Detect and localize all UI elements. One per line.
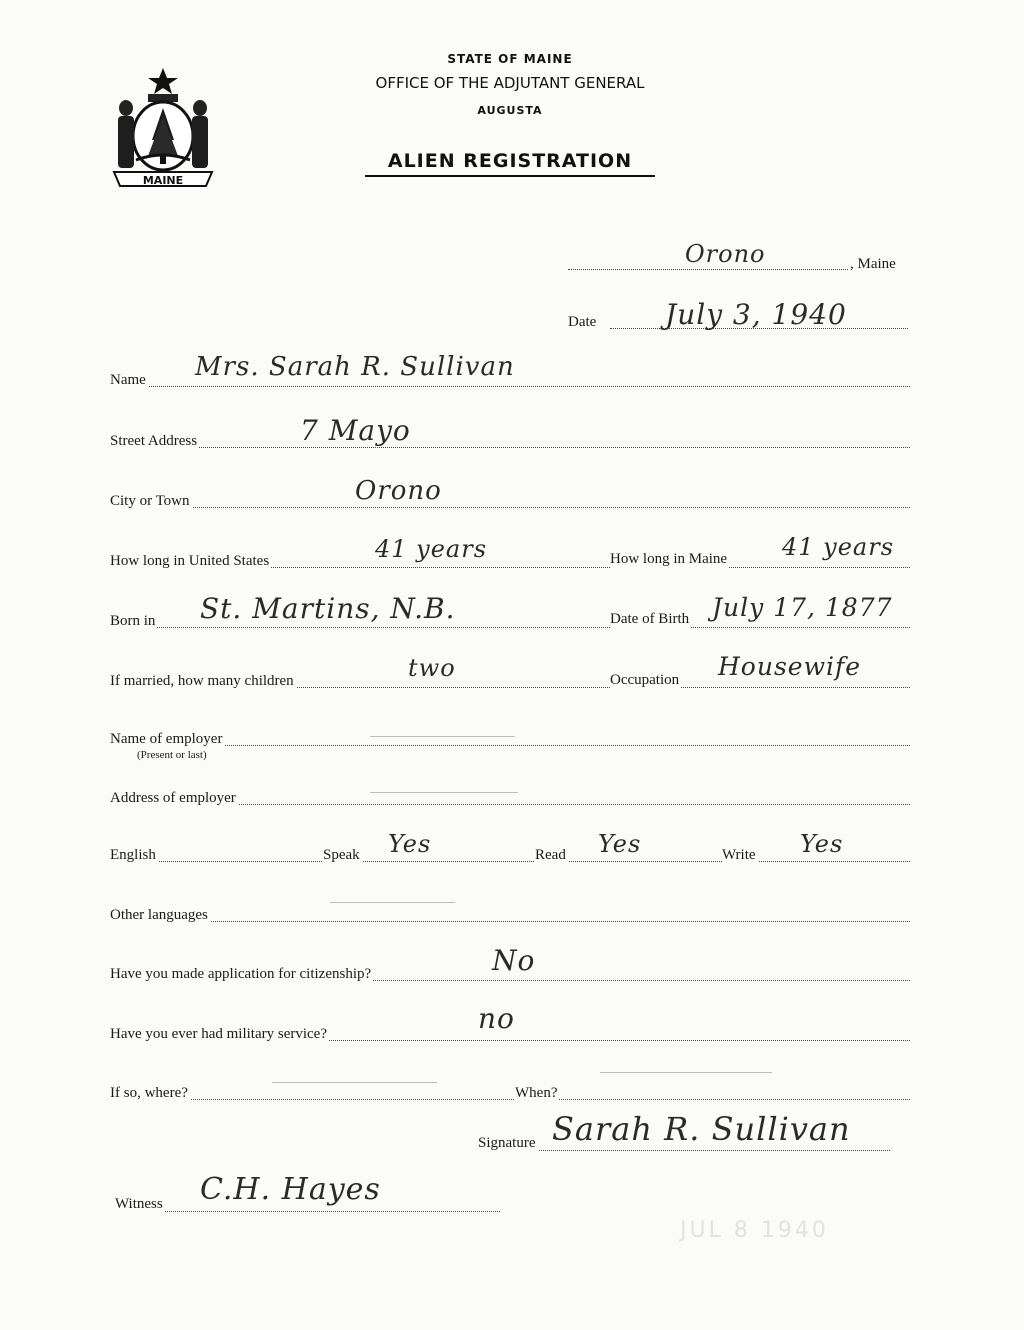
employer-label: Name of employer [110,731,223,747]
children-value[interactable]: two [408,654,456,682]
years-us-value[interactable]: 41 years [375,535,488,563]
employer-address-label: Address of employer [110,790,236,806]
city-label: City or Town [110,493,190,509]
english-label: English [110,847,156,863]
signature-value[interactable]: Sarah R. Sullivan [552,1110,851,1148]
other-languages-line [110,921,910,922]
name-line [110,386,910,387]
date-label: Date [568,314,597,330]
years-maine-value[interactable]: 41 years [782,533,895,561]
state-seal [108,64,218,188]
years-us-label: How long in United States [110,553,270,569]
place-value[interactable]: Orono [685,240,766,268]
city-line [110,507,910,508]
when-label: When? [515,1085,558,1101]
witness-line [115,1211,500,1212]
street-value[interactable]: 7 Mayo [300,414,411,447]
read-label: Read [535,847,566,863]
citizenship-label: Have you made application for citizenship? [110,966,372,982]
signature-label: Signature [478,1135,536,1151]
date-value[interactable]: July 3, 1940 [665,298,847,331]
header-office: OFFICE OF THE ADJUTANT GENERAL [375,74,645,92]
header-state: STATE OF MAINE [447,52,573,66]
military-value[interactable]: no [478,1002,515,1035]
write-value[interactable]: Yes [800,830,844,858]
when-blank-stroke[interactable] [600,1072,772,1073]
city-value[interactable]: Orono [355,476,442,506]
witness-label: Witness [115,1196,163,1212]
street-line [110,447,910,448]
employer-address-blank-stroke[interactable] [370,792,518,793]
place-line [568,269,848,270]
born-in-value[interactable]: St. Martins, N.B. [200,592,456,625]
received-date-stamp: JUL 8 1940 [680,1218,829,1243]
where-blank-stroke[interactable] [272,1082,437,1083]
header-city: AUGUSTA [477,104,543,117]
speak-label: Speak [323,847,360,863]
speak-value[interactable]: Yes [388,830,432,858]
employer-line [110,745,910,746]
occupation-label: Occupation [610,672,680,688]
born-line [110,627,910,628]
dob-value[interactable]: July 17, 1877 [712,593,893,622]
military-label: Have you ever had military service? [110,1026,327,1042]
years-maine-label: How long in Maine [610,551,728,567]
children-label: If married, how many children [110,673,294,689]
read-value[interactable]: Yes [598,830,642,858]
form-title: ALIEN REGISTRATION [365,150,655,177]
where-line [110,1099,910,1100]
seal-banner-text: MAINE [142,174,184,187]
citizenship-value[interactable]: No [492,944,536,977]
occupation-value[interactable]: Housewife [718,652,862,681]
write-label: Write [722,847,756,863]
employer-blank-stroke[interactable] [370,736,515,737]
born-in-label: Born in [110,613,156,629]
street-label: Street Address [110,433,198,449]
other-languages-label: Other languages [110,907,208,923]
name-label: Name [110,372,146,388]
dob-label: Date of Birth [610,611,690,627]
other-languages-blank-stroke[interactable] [330,902,455,903]
place-suffix: , Maine [850,256,896,272]
employer-sublabel: (Present or last) [137,749,207,761]
witness-value[interactable]: C.H. Hayes [200,1172,381,1207]
where-label: If so, where? [110,1085,188,1101]
signature-line [480,1150,890,1151]
english-line [110,861,910,862]
name-value[interactable]: Mrs. Sarah R. Sullivan [195,352,515,382]
